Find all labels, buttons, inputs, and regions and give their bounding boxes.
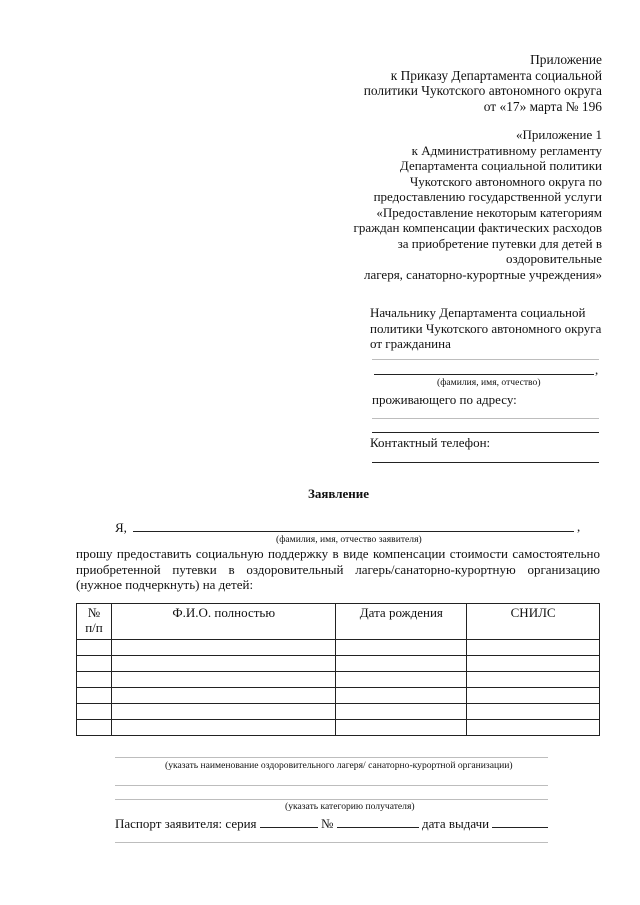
statement-title: Заявление [307,486,370,501]
regulation-appendix-line: «Предоставление некоторым категориям [376,204,602,220]
statement-comma: , [577,519,581,534]
header-number-label: № п/п [85,605,103,635]
addressee-line: Начальнику Департамента социальной [370,305,586,320]
applicant-fio-hint: (фамилия, имя, отчество заявителя) [276,534,422,545]
address-label: проживающего по адресу: [372,392,517,407]
table-cell[interactable] [467,640,600,656]
table-cell[interactable] [111,704,336,720]
camp-name-line[interactable] [115,757,548,758]
table-cell[interactable] [467,720,600,736]
table-cell[interactable] [111,672,336,688]
table-cell[interactable] [467,656,600,672]
table-cell[interactable] [111,688,336,704]
address-line-2[interactable] [372,432,599,433]
table-cell[interactable] [111,640,336,656]
statement-text [76,546,600,593]
category-hint: (указать категорию получателя) [285,801,415,812]
header-snils [467,604,600,640]
passport-series-field[interactable] [260,815,318,828]
applicant-fio-line[interactable] [133,531,574,532]
issue-date-field[interactable] [492,815,548,828]
order-appendix-line: к Приказу Департамента социальной [390,67,602,83]
children-table [76,603,600,736]
order-appendix-line: от «17» марта № 196 [483,98,602,114]
statement-ya: Я, [115,520,127,535]
statement-line: (нужное подчеркнуть) на детей: [76,577,254,592]
regulation-appendix-line: к Административному регламенту [411,142,602,158]
table-cell[interactable] [77,672,112,688]
table-cell[interactable] [77,688,112,704]
addressee-fio-hint: (фамилия, имя, отчество) [437,377,541,388]
statement-line: прошу предоставить социальную поддержку в виде компенсации стоимости самостоятельно [76,546,600,561]
regulation-appendix-line: лагеря, санаторно-курортные учреждения» [364,266,602,282]
passport-issuer-line[interactable] [115,842,548,843]
regulation-appendix-line: оздоровительные [506,251,602,266]
table-cell[interactable] [467,688,600,704]
table-cell[interactable] [77,656,112,672]
table-row [77,720,600,736]
table-header-row [77,604,600,640]
table-row [77,688,600,704]
applicant-name-line-1[interactable] [372,359,599,360]
table-row [77,704,600,720]
passport-row [115,815,548,832]
addressee-block [370,305,601,352]
table-cell[interactable] [77,640,112,656]
phone-line[interactable] [372,462,599,463]
table-cell[interactable] [336,672,467,688]
table-cell[interactable] [467,672,600,688]
table-cell[interactable] [77,720,112,736]
header-fio-label: Ф.И.О. полностью [172,605,276,620]
category-line-2[interactable] [115,799,548,800]
table-row [77,656,600,672]
addressee-line: от гражданина [370,336,451,351]
addressee-comma: , [595,362,599,377]
table-row [77,672,600,688]
regulation-appendix-line: Департамента социальной политики [399,158,602,173]
camp-hint: (указать наименование оздоровительного лагеря/ санаторно-курортной организации) [165,760,513,771]
regulation-appendix-line: Чукотского автономного округа по [409,173,602,189]
table-cell[interactable] [111,656,336,672]
passport-label: Паспорт заявителя: серия [115,816,257,831]
table-cell[interactable] [336,720,467,736]
header-birthdate [336,604,467,640]
table-cell[interactable] [336,704,467,720]
header-snils-label: СНИЛС [510,605,556,620]
order-appendix-line: политики Чукотского автономного округа [363,83,602,99]
issue-date-label: дата выдачи [421,816,490,831]
header-fio [111,604,336,640]
table-cell[interactable] [336,656,467,672]
address-line-1[interactable] [372,418,599,419]
header-birthdate-label: Дата рождения [359,605,443,620]
regulation-appendix [354,127,602,282]
phone-label: Контактный телефон: [370,435,491,450]
statement-line: приобретенной путевки в оздоровительный лагерь/санаторно-курортную организацию [76,561,600,577]
addressee-line: политики Чукотского автономного округа [370,320,602,336]
regulation-appendix-line: граждан компенсации фактических расходов [353,220,602,235]
applicant-name-line-2[interactable] [374,374,594,375]
regulation-appendix-line: «Приложение 1 [515,127,602,142]
order-appendix [364,52,602,114]
table-cell[interactable] [77,704,112,720]
passport-number-field[interactable] [337,815,419,828]
table-row [77,640,600,656]
order-appendix-line: Приложение [530,52,602,67]
passport-number-label: № [321,816,334,831]
header-number [77,604,112,640]
table-cell[interactable] [467,704,600,720]
table-cell[interactable] [336,688,467,704]
regulation-appendix-line: предоставлению государственной услуги [373,189,602,204]
table-cell[interactable] [111,720,336,736]
table-cell[interactable] [336,640,467,656]
category-line-1[interactable] [115,785,548,786]
regulation-appendix-line: за приобретение путевки для детей в [397,235,602,251]
